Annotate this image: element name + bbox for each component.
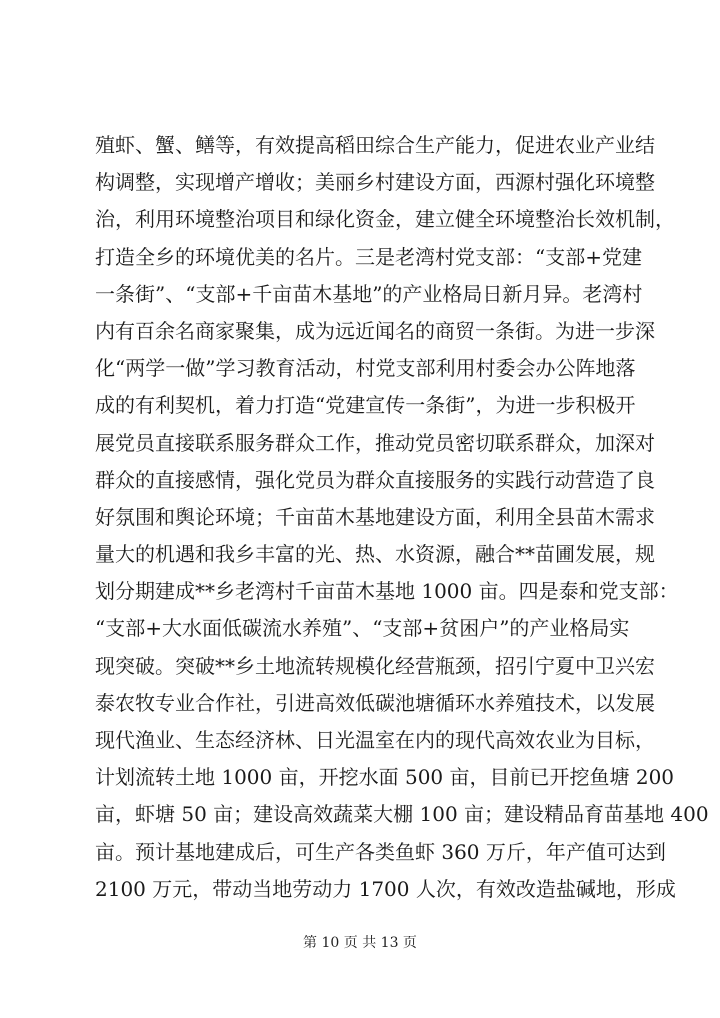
text-line: 成的有利契机，着力打造“党建宣传一条街”，为进一步积极开 (95, 393, 636, 418)
text-line: 展党员直接联系服务群众工作，推动党员密切联系群众，加深对 (95, 430, 655, 455)
text-line: 内有百余名商家聚集，成为远近闻名的商贸一条街。为进一步深 (95, 318, 655, 343)
text-line: 殖虾、蟹、鳝等，有效提高稻田综合生产能力，促进农业产业结 (95, 133, 655, 157)
page-number-footer: 第 10 页 共 13 页 (303, 935, 417, 951)
text-line: 亩，虾塘 50 亩；建设高效蔬菜大棚 100 亩；建设精品育苗基地 400 (95, 802, 709, 827)
text-line: 构调整，实现增产增收；美丽乡村建设方面，西源村强化环境整 (95, 170, 655, 195)
text-line: “支部+大水面低碳流水养殖”、“支部+贫困户”的产业格局实 (95, 616, 630, 641)
text-line: 好氛围和舆论环境；千亩苗木基地建设方面，利用全县苗木需求 (95, 504, 655, 529)
text-line: 计划流转土地 1000 亩，开挖水面 500 亩，目前已开挖鱼塘 200 (95, 765, 675, 790)
text-line: 2100 万元，带动当地劳动力 1700 人次，有效改造盐碱地，形成 (95, 876, 676, 901)
text-line: 量大的机遇和我乡丰富的光、热、水资源，融合**苗圃发展，规 (95, 542, 655, 567)
text-line: 化“两学一做”学习教育活动，村党支部利用村委会办公阵地落 (95, 356, 636, 381)
text-line: 泰农牧专业合作社，引进高效低碳池塘循环水养殖技术，以发展 (95, 690, 655, 715)
body-text (95, 127, 709, 908)
text-line: 划分期建成**乡老湾村千亩苗木基地 1000 亩。四是泰和党支部： (95, 579, 679, 604)
text-line: 现代渔业、生态经济林、日光温室在内的现代高效农业为目标， (95, 728, 655, 752)
text-line: 治，利用环境整治项目和绿化资金，建立健全环境整治长效机制， (95, 207, 675, 232)
text-line: 打造全乡的环境优美的名片。三是老湾村党支部：“支部+党建 (95, 244, 642, 269)
text-line: 一条街”、“支部+千亩苗木基地”的产业格局日新月异。老湾村 (95, 281, 643, 306)
text-line: 亩。预计基地建成后，可生产各类鱼虾 360 万斤，年产值可达到 (95, 839, 666, 864)
text-line: 现突破。突破**乡土地流转规模化经营瓶颈，招引宁夏中卫兴宏 (95, 653, 655, 678)
text-line: 群众的直接感情，强化党员为群众直接服务的实践行动营造了良 (95, 467, 655, 492)
